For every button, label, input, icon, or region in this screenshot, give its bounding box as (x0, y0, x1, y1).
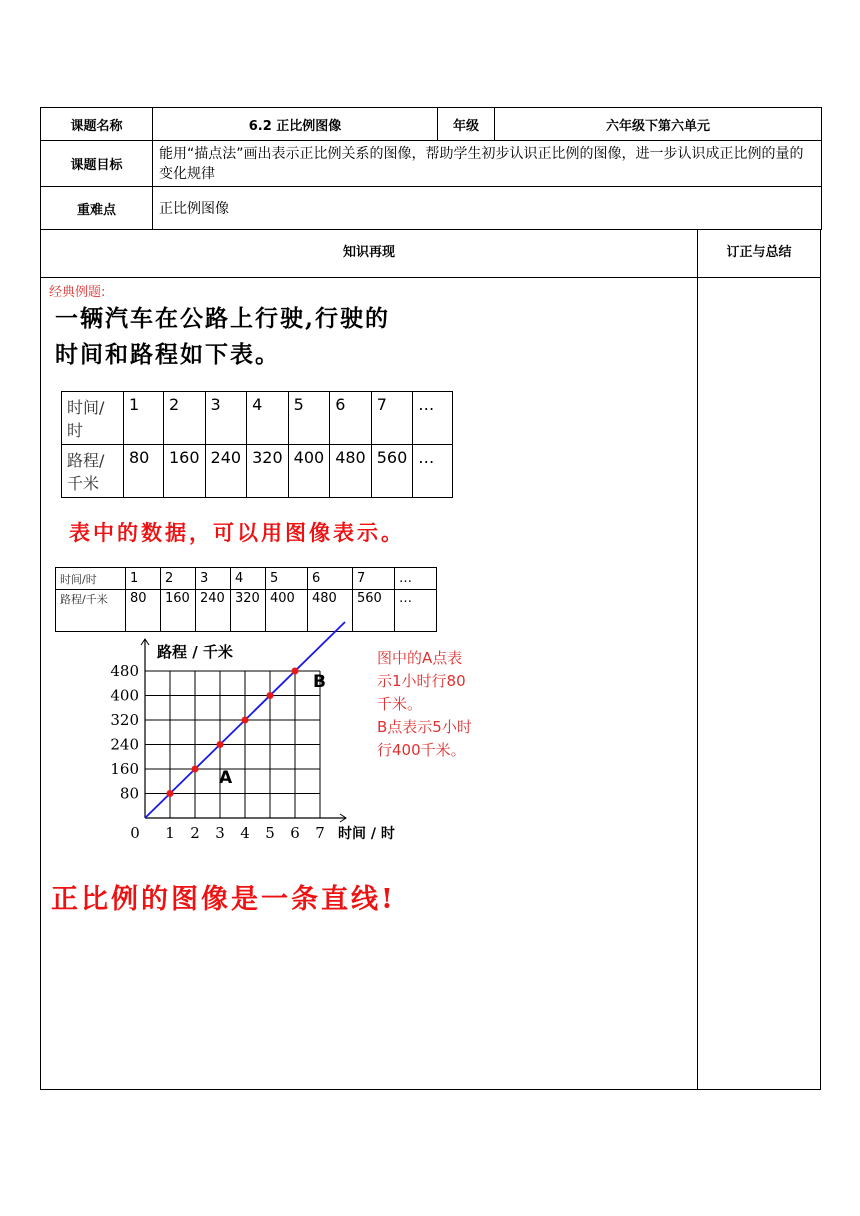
distance-cell: 160 (164, 445, 206, 498)
time-cell: 7 (371, 392, 413, 445)
topic-value: 6.2 正比例图像 (153, 108, 438, 141)
x-axis-label: 时间 / 时 (338, 826, 395, 842)
time-cell-small: 1 (126, 568, 161, 590)
note-line: 行400千米。 (377, 741, 466, 759)
data-point (292, 668, 299, 675)
time-header-small: 时间/时 (56, 568, 126, 590)
time-cell: 2 (164, 392, 206, 445)
distance-row (62, 445, 453, 498)
point-annotation-a: A (219, 768, 233, 788)
y-tick-label: 480 (110, 662, 139, 680)
time-header: 时间/时 (62, 392, 124, 445)
data-point (217, 741, 224, 748)
time-cell: … (413, 392, 453, 445)
content-area (40, 229, 821, 1090)
distance-cell: 80 (124, 445, 164, 498)
problem-line-2: 时间和路程如下表。 (55, 341, 280, 368)
distance-header-small: 路程/千米 (56, 590, 126, 632)
topic-label: 课题名称 (41, 108, 153, 141)
x-tick-label: 2 (190, 824, 200, 842)
note-line: 千米。 (377, 695, 423, 713)
y-tick-label: 160 (110, 760, 139, 778)
distance-cell-small: 80 (126, 590, 161, 632)
data-table-large (61, 391, 453, 498)
goal-value: 能用“描点法”画出表示正比例关系的图像，帮助学生初步认识正比例的图像，进一步认识成正比例的量的变化规律 (153, 141, 822, 187)
distance-cell-small: 320 (231, 590, 266, 632)
y-tick-label: 240 (110, 735, 139, 754)
problem-line-1: 一辆汽车在公路上行驶,行驶的 (55, 305, 391, 332)
proportion-graph (81, 634, 395, 864)
data-table-small (55, 567, 437, 632)
key-label: 重难点 (41, 187, 153, 230)
note-line: B点表示5小时 (377, 718, 472, 736)
time-cell-small: 7 (353, 568, 395, 590)
goal-label: 课题目标 (41, 141, 153, 187)
point-annotation-b: B (313, 672, 326, 692)
column-divider (697, 229, 698, 1089)
x-tick-label: 3 (215, 824, 225, 842)
y-tick-label: 320 (110, 711, 139, 729)
distance-cell-small: 480 (308, 590, 353, 632)
conclusion-text: 正比例的图像是一条直线! (51, 884, 396, 915)
distance-cell-small: 240 (196, 590, 231, 632)
data-point (192, 766, 199, 773)
section-summary: 订正与总结 (726, 245, 792, 260)
note-line: 示1小时行80 (377, 672, 466, 690)
y-tick-label: 80 (119, 784, 139, 803)
y-tick-label: 400 (110, 686, 139, 705)
graph-note (377, 647, 507, 762)
header-table (40, 107, 822, 230)
distance-header: 路程/千米 (62, 445, 124, 498)
grade-label: 年级 (438, 108, 495, 141)
x-tick-label: 4 (240, 824, 250, 842)
time-cell: 3 (205, 392, 247, 445)
x-tick-label: 6 (290, 824, 300, 842)
table-caption: 表中的数据，可以用图像表示。 (69, 520, 405, 545)
time-cell-small: … (395, 568, 437, 590)
data-point (267, 692, 274, 699)
distance-cell-small: 160 (161, 590, 196, 632)
distance-cell-small: 400 (266, 590, 308, 632)
time-cell: 1 (124, 392, 164, 445)
key-value: 正比例图像 (153, 187, 822, 230)
time-cell-small: 6 (308, 568, 353, 590)
y-axis-label: 路程 / 千米 (157, 643, 233, 661)
time-cell: 5 (288, 392, 330, 445)
distance-cell: 320 (247, 445, 289, 498)
time-row-small (56, 568, 437, 590)
example-label: 经典例题: (49, 285, 106, 300)
x-tick-label: 0 (130, 824, 140, 842)
distance-cell: 240 (205, 445, 247, 498)
problem-text (55, 301, 390, 373)
distance-cell-small: … (395, 590, 437, 632)
time-cell-small: 4 (231, 568, 266, 590)
distance-cell-small: 560 (353, 590, 395, 632)
time-cell-small: 3 (196, 568, 231, 590)
section-knowledge: 知识再现 (342, 245, 395, 260)
worksheet (40, 107, 821, 1091)
time-cell-small: 2 (161, 568, 196, 590)
data-point (167, 790, 174, 797)
time-cell: 6 (330, 392, 372, 445)
section-header-divider (41, 277, 820, 278)
distance-cell: 560 (371, 445, 413, 498)
x-tick-label: 1 (165, 824, 175, 842)
x-tick-label: 5 (265, 824, 275, 842)
time-row (62, 392, 453, 445)
distance-cell: 480 (330, 445, 372, 498)
note-line: 图中的A点表 (377, 649, 463, 667)
data-point (242, 717, 249, 724)
distance-cell: 400 (288, 445, 330, 498)
time-cell-small: 5 (266, 568, 308, 590)
distance-row-small (56, 590, 437, 632)
distance-cell: … (413, 445, 453, 498)
x-tick-label: 7 (315, 824, 325, 842)
time-cell: 4 (247, 392, 289, 445)
grade-value: 六年级下第六单元 (495, 108, 822, 141)
